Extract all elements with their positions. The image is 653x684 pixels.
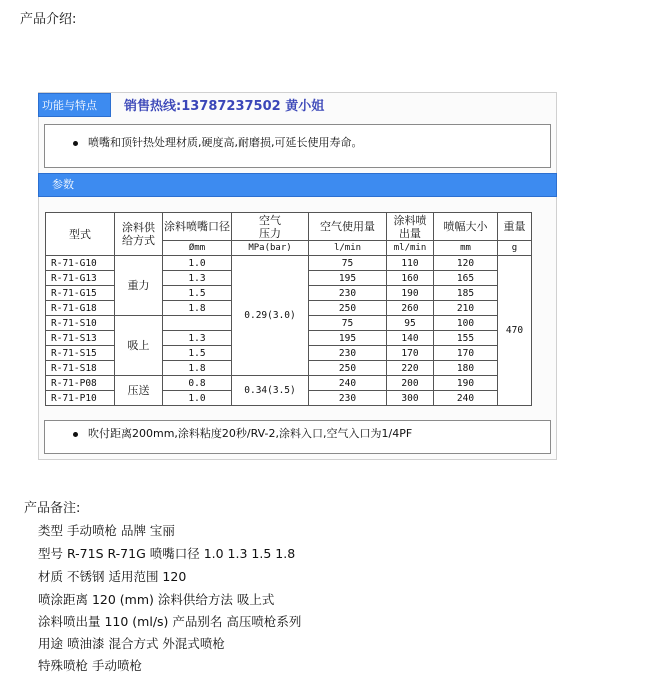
unit-air-usage: l/min <box>309 241 387 256</box>
feature-text: 喷嘴和顶针热处理材质,硬度高,耐磨损,可延长使用寿命。 <box>88 136 363 149</box>
cell-air: 250 <box>309 361 387 376</box>
cell-output: 200 <box>387 376 434 391</box>
unit-output: ml/min <box>387 241 434 256</box>
cell-nozzle: 1.8 <box>163 361 232 376</box>
feed-suction: 吸上 <box>115 316 163 376</box>
remark-line: 特殊喷枪 手动喷枪 <box>38 658 142 673</box>
cell-nozzle <box>163 316 232 331</box>
header-feed: 涂料供 给方式 <box>115 213 163 256</box>
header-output: 涂料喷 出量 <box>387 213 434 241</box>
intro-title: 产品介绍: <box>20 12 77 27</box>
cell-air: 230 <box>309 391 387 406</box>
feed-gravity: 重力 <box>115 256 163 316</box>
cell-output: 160 <box>387 271 434 286</box>
header-air-usage: 空气使用量 <box>309 213 387 241</box>
unit-nozzle: Ømm <box>163 241 232 256</box>
bullet-icon <box>73 141 78 146</box>
spec-table <box>45 212 532 406</box>
cell-air: 75 <box>309 256 387 271</box>
note-text: 吹付距离200mm,涂料粘度20秒/RV-2,涂料入口,空气入口为1/4PF <box>88 427 413 440</box>
cell-model: R-71-G15 <box>46 286 115 301</box>
cell-width: 190 <box>434 376 498 391</box>
cell-air: 240 <box>309 376 387 391</box>
cell-output: 300 <box>387 391 434 406</box>
cell-width: 120 <box>434 256 498 271</box>
remark-line: 型号 R-71S R-71G 喷嘴口径 1.0 1.3 1.5 1.8 <box>38 546 296 561</box>
cell-air: 250 <box>309 301 387 316</box>
cell-model: R-71-P08 <box>46 376 115 391</box>
cell-air: 230 <box>309 346 387 361</box>
pressure-group-2: 0.34(3.5) <box>232 376 309 406</box>
cell-width: 240 <box>434 391 498 406</box>
cell-width: 210 <box>434 301 498 316</box>
header-nozzle: 涂料喷嘴口径 <box>163 213 232 241</box>
cell-nozzle: 1.0 <box>163 256 232 271</box>
remark-line: 用途 喷油漆 混合方式 外混式喷枪 <box>38 636 225 651</box>
table-row <box>46 256 532 271</box>
feed-pressure: 压送 <box>115 376 163 406</box>
remarks-title: 产品备注: <box>24 501 81 516</box>
cell-output: 190 <box>387 286 434 301</box>
cell-output: 110 <box>387 256 434 271</box>
weight-value: 470 <box>498 256 532 406</box>
cell-output: 260 <box>387 301 434 316</box>
cell-width: 165 <box>434 271 498 286</box>
cell-model: R-71-S13 <box>46 331 115 346</box>
note-item <box>73 425 412 441</box>
features-tab: 功能与特点 <box>38 93 111 117</box>
header-model: 型式 <box>46 213 115 256</box>
remark-line: 类型 手动喷枪 品牌 宝丽 <box>38 523 175 538</box>
cell-air: 230 <box>309 286 387 301</box>
cell-model: R-71-P10 <box>46 391 115 406</box>
params-bar: 参数 <box>38 173 557 197</box>
pressure-group-1: 0.29(3.0) <box>232 256 309 376</box>
remark-line: 喷涂距离 120 (mm) 涂料供给方法 吸上式 <box>38 592 275 607</box>
cell-model: R-71-S18 <box>46 361 115 376</box>
sales-hotline: 销售热线:13787237502 黄小姐 <box>124 99 325 114</box>
note-box <box>44 420 551 454</box>
cell-model: R-71-G18 <box>46 301 115 316</box>
unit-weight: g <box>498 241 532 256</box>
cell-air: 195 <box>309 271 387 286</box>
features-box <box>44 124 551 168</box>
cell-nozzle: 1.0 <box>163 391 232 406</box>
cell-nozzle: 1.3 <box>163 331 232 346</box>
cell-model: R-71-G13 <box>46 271 115 286</box>
cell-nozzle: 1.5 <box>163 346 232 361</box>
cell-width: 155 <box>434 331 498 346</box>
header-width: 喷幅大小 <box>434 213 498 241</box>
remark-line: 材质 不锈钢 适用范围 120 <box>38 569 187 584</box>
cell-width: 170 <box>434 346 498 361</box>
cell-output: 95 <box>387 316 434 331</box>
cell-air: 75 <box>309 316 387 331</box>
header-weight: 重量 <box>498 213 532 241</box>
cell-output: 170 <box>387 346 434 361</box>
cell-model: R-71-S15 <box>46 346 115 361</box>
cell-nozzle: 0.8 <box>163 376 232 391</box>
bullet-icon <box>73 432 78 437</box>
cell-air: 195 <box>309 331 387 346</box>
cell-width: 185 <box>434 286 498 301</box>
cell-nozzle: 1.5 <box>163 286 232 301</box>
cell-model: R-71-S10 <box>46 316 115 331</box>
remark-line: 涂料喷出量 110 (ml/s) 产品别名 高压喷枪系列 <box>38 614 302 629</box>
table-row <box>46 376 532 391</box>
unit-width: mm <box>434 241 498 256</box>
cell-output: 220 <box>387 361 434 376</box>
cell-nozzle: 1.3 <box>163 271 232 286</box>
unit-air-pressure: MPa(bar) <box>232 241 309 256</box>
feature-item <box>73 134 363 150</box>
cell-model: R-71-G10 <box>46 256 115 271</box>
header-air-pressure: 空气 压力 <box>232 213 309 241</box>
cell-width: 100 <box>434 316 498 331</box>
cell-output: 140 <box>387 331 434 346</box>
cell-width: 180 <box>434 361 498 376</box>
cell-nozzle: 1.8 <box>163 301 232 316</box>
